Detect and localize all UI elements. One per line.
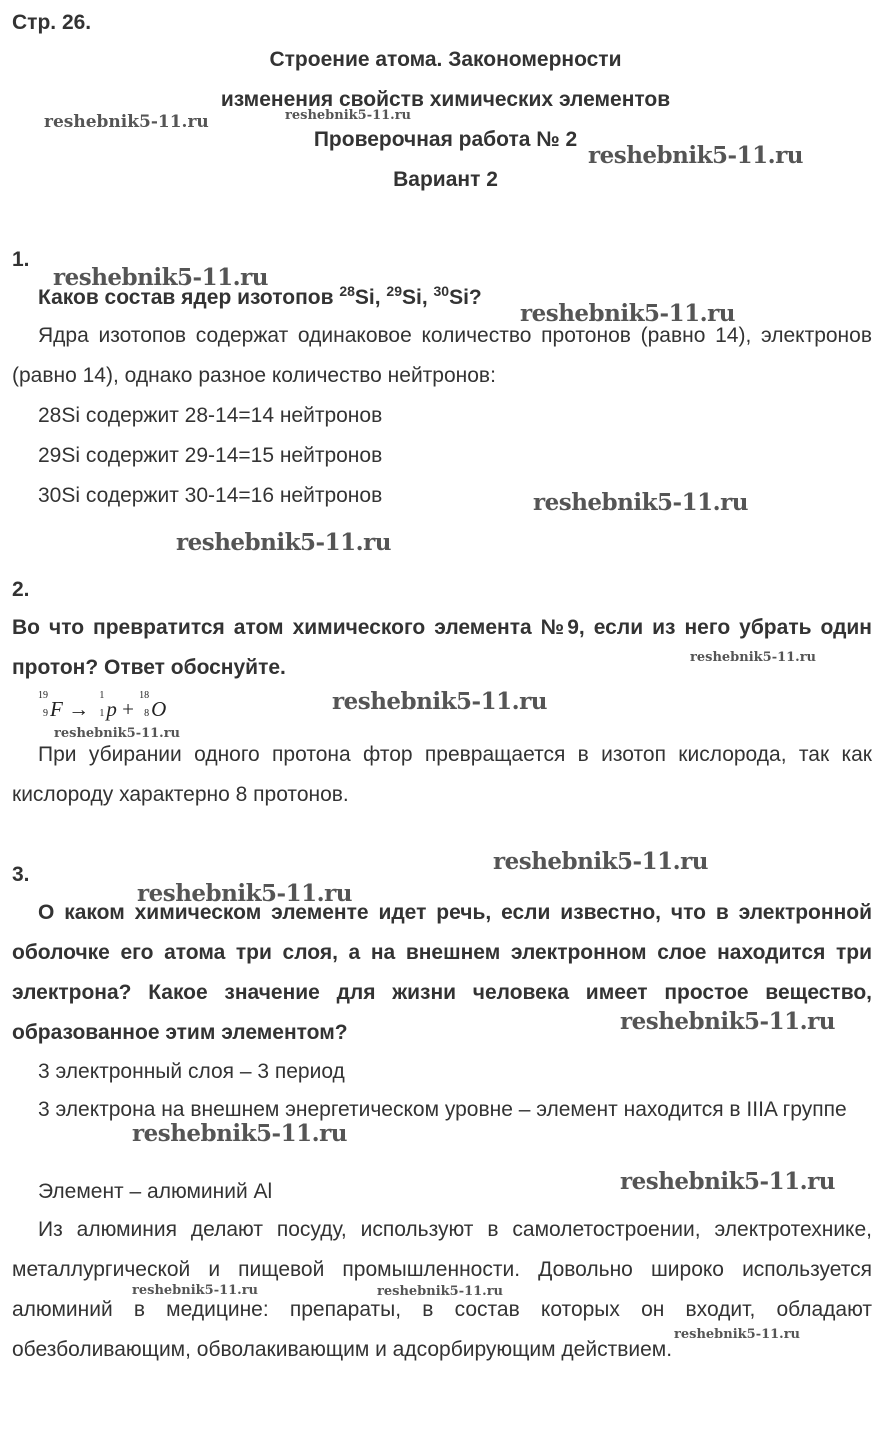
- watermark: reshebnik5-11.ru: [533, 489, 748, 516]
- isotope-line-3: 30Si содержит 30-14=16 нейтронов: [38, 484, 383, 507]
- watermark: reshebnik5-11.ru: [520, 300, 735, 327]
- question-1-answer: Ядра изотопов содержат одинаковое количество протонов (равно 14), электронов (равно 14), однако разное количество нейтронов:: [12, 324, 872, 387]
- watermark: reshebnik5-11.ru: [690, 650, 817, 665]
- variant-title: Вариант 2: [393, 168, 498, 191]
- watermark: reshebnik5-11.ru: [137, 880, 352, 907]
- title-line-1: Строение атома. Закономерности: [269, 48, 622, 71]
- watermark: reshebnik5-11.ru: [588, 142, 803, 169]
- title-line-2: изменения свойств химических элементов: [220, 88, 671, 111]
- isotope-line-1: 28Si содержит 28-14=14 нейтронов: [38, 404, 383, 427]
- watermark: reshebnik5-11.ru: [176, 529, 391, 556]
- isotope-line-2: 29Si содержит 29-14=15 нейтронов: [38, 444, 383, 467]
- watermark: reshebnik5-11.ru: [620, 1008, 835, 1035]
- question-2-number: 2.: [12, 578, 30, 601]
- answer-3-line-2: 3 электрона на внешнем энергетическом уровне – элемент находится в IIIA группе: [38, 1098, 847, 1121]
- question-2-text: Во что превратится атом химического элемента №9, если из него убрать один протон? Ответ обоснуйте.: [12, 616, 872, 679]
- watermark: reshebnik5-11.ru: [674, 1327, 801, 1342]
- watermark: reshebnik5-11.ru: [132, 1120, 347, 1147]
- page-ref: Стр. 26.: [12, 11, 92, 34]
- answer-3-line-1: 3 электронный слоя – 3 период: [38, 1060, 345, 1083]
- answer-3-line-3: Элемент – алюминий Al: [38, 1180, 273, 1203]
- watermark: reshebnik5-11.ru: [620, 1168, 835, 1195]
- question-2-answer: При убирании одного протона фтор превращается в изотоп кислорода, так как кислороду характерно 8 протонов.: [12, 743, 872, 806]
- question-1-number: 1.: [12, 248, 30, 271]
- watermark: reshebnik5-11.ru: [377, 1284, 504, 1299]
- watermark: reshebnik5-11.ru: [493, 848, 708, 875]
- question-3-text: О каком химическом элементе идет речь, если известно, что в электронной оболочке его атома три слоя, а на внешнем электронном слое находится три электрона? Какое значение для жизни человека имеет простое вещество, образованное этим элементом?: [12, 901, 872, 1044]
- work-title: Проверочная работа № 2: [313, 128, 578, 151]
- question-3-number: 3.: [12, 863, 30, 886]
- watermark: reshebnik5-11.ru: [44, 112, 209, 132]
- watermark: reshebnik5-11.ru: [285, 108, 412, 123]
- answer-3-line-4: Из алюминия делают посуду, используют в самолетостроении, электротехнике, металлургической и пищевой промышленности. Довольно широко используется алюминий в медицине: препараты, в состав которых он входит, обладают обезболивающим, обволакивающим и адсорбирующим действием.: [12, 1218, 872, 1361]
- question-1-text: Каков состав ядер изотопов $^{28}$Si, $^{29}$Si, $^{30}$Si?: [38, 283, 482, 309]
- nuclear-reaction-formula: 19 9 F → 1 1 p + 18 8 O: [38, 690, 167, 721]
- watermark: reshebnik5-11.ru: [132, 1283, 259, 1298]
- watermark: reshebnik5-11.ru: [54, 726, 181, 741]
- watermark: reshebnik5-11.ru: [53, 264, 268, 291]
- watermark: reshebnik5-11.ru: [332, 688, 547, 715]
